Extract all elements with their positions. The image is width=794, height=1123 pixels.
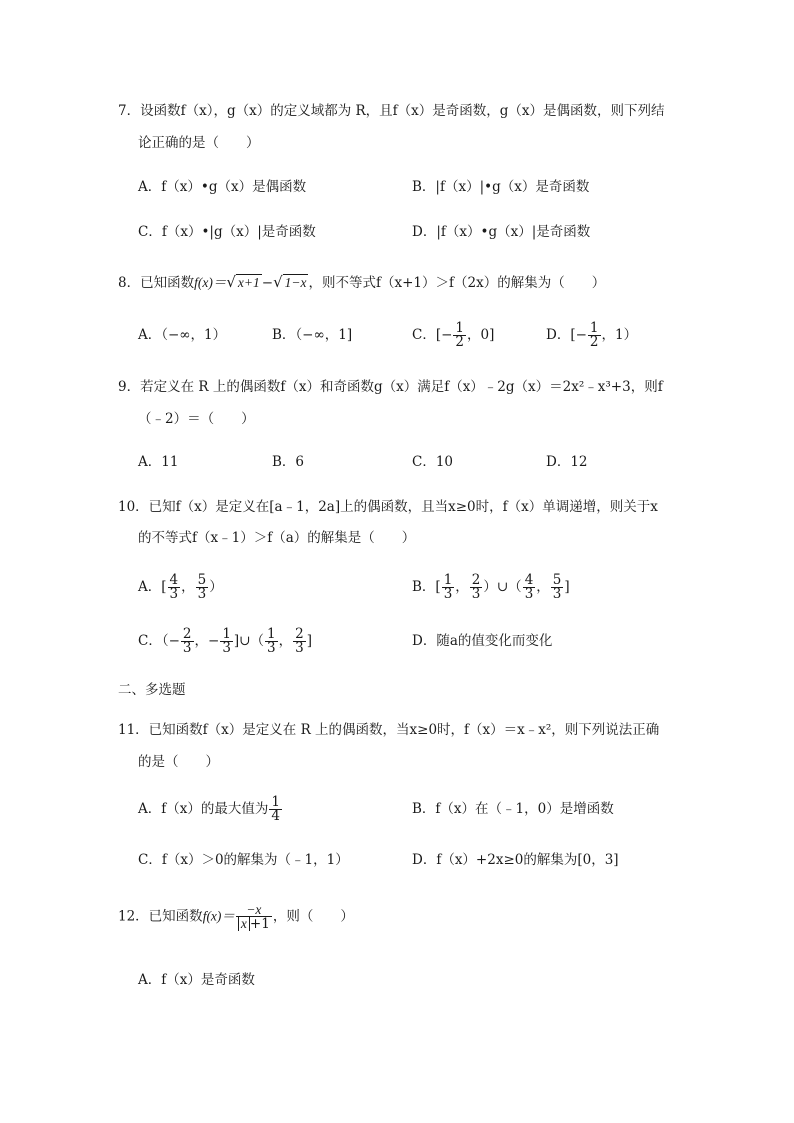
fraction: $\frac{2}{3}$ xyxy=(295,626,304,656)
fraction: $\frac{1}{2}$ xyxy=(455,320,465,350)
q8-option-d[interactable] xyxy=(546,322,637,349)
q9-option-b[interactable]: B．6 xyxy=(272,454,305,470)
q11-option-c[interactable]: C．f（x）＞0的解集为（﹣1，1） xyxy=(138,852,349,868)
q11-stem-line1: 11．已知函数f（x）是定义在 R 上的偶函数，当x≥0时，f（x）＝x﹣x²，则下列说法正确 xyxy=(118,722,660,738)
fraction: $\frac{1}{3}$ xyxy=(443,572,453,602)
q8-option-c[interactable] xyxy=(412,322,494,349)
q9-stem-line2: （﹣2）＝（ ） xyxy=(138,411,255,427)
q7-option-d[interactable]: D．|f（x）•g（x）|是奇函数 xyxy=(412,224,591,240)
sqrt-icon: √ xyxy=(273,273,283,291)
fraction: $\frac{4}{3}$ xyxy=(169,572,179,602)
q10-option-c[interactable]: C．（− $\frac{2}{3}$ ，− $\frac{1}{3}$ ]∪（ $\frac{1}{3}$ ， $\frac{2}{3}$ ] xyxy=(138,626,312,656)
q7-option-b[interactable]: B．|f（x）|•g（x）是奇函数 xyxy=(412,179,590,195)
fraction: $\frac{1}{3}$ xyxy=(267,626,276,656)
fraction: $\frac{1}{4}$ xyxy=(271,794,280,824)
q9-option-c[interactable]: C．10 xyxy=(412,454,454,470)
fraction: $\frac{2}{3}$ xyxy=(471,572,481,602)
q12-option-a[interactable]: A．f（x）是奇函数 xyxy=(138,972,255,988)
q7-stem-line2: 论正确的是（ ） xyxy=(138,135,260,151)
q8-radicand-1: x+1 xyxy=(237,275,260,290)
q8-option-a[interactable]: A．（−∞，1） xyxy=(138,327,227,343)
q10-stem-line2: 的不等式f（x﹣1）＞f（a）的解集是（ ） xyxy=(138,530,416,546)
q11-option-b[interactable]: B．f（x）在（﹣1，0）是增函数 xyxy=(412,801,614,817)
q8-suffix: ，则不等式f（x+1）＞f（2x）的解集为（ ） xyxy=(308,275,606,291)
fraction: $\frac{1}{3}$ xyxy=(222,626,231,656)
q12-stem: 12．已知函数f(x)＝ $\frac{-x}{x +1}$ ，则（ ） xyxy=(118,902,354,932)
fraction: $\frac{4}{3}$ xyxy=(524,572,534,602)
q9-option-a[interactable]: A．11 xyxy=(138,454,179,470)
q8-c-pre: C．[− xyxy=(412,327,453,343)
q7-option-a[interactable]: A．f（x）•g（x）是偶函数 xyxy=(138,179,307,195)
fraction: $\frac{5}{3}$ xyxy=(197,572,207,602)
q8-c-post: ，0] xyxy=(467,327,495,343)
sqrt-icon: √ xyxy=(226,273,236,291)
fraction: $\frac{-x}{x +1}$ xyxy=(236,903,272,931)
q7-option-c[interactable]: C．f（x）•|g（x）|是奇函数 xyxy=(138,224,316,240)
q10-stem-line1: 10．已知f（x）是定义在[a﹣1，2a]上的偶函数，且当x≥0时，f（x）单调递增，则关于x xyxy=(118,499,658,515)
q8-stem xyxy=(118,272,605,293)
q7-stem-line1: 7．设函数f（x），g（x）的定义域都为 R，且f（x）是奇函数，g（x）是偶函数，则下列结 xyxy=(118,103,665,119)
q8-prefix: 8．已知函数 xyxy=(118,275,195,291)
q10-option-b[interactable]: B．[ $\frac{1}{3}$ ， $\frac{2}{3}$ ）∪（ $\frac{4}{3}$ ， $\frac{5}{3}$ ] xyxy=(412,572,570,602)
fraction: $\frac{2}{3}$ xyxy=(182,626,192,656)
q8-radicand-2: 1−x xyxy=(284,275,307,290)
q8-option-b[interactable]: B．（−∞，1] xyxy=(272,327,353,343)
q11-option-a[interactable]: A．f（x）的最大值为 $\frac{1}{4}$ xyxy=(138,794,280,824)
q8-d-pre: D．[− xyxy=(546,327,587,343)
q8-minus: − xyxy=(261,275,274,291)
section-heading: 二、多选题 xyxy=(118,682,186,698)
fraction: $\frac{1}{2}$ xyxy=(589,320,599,350)
q9-option-d[interactable]: D．12 xyxy=(546,454,588,470)
q9-stem-line1: 9．若定义在 R 上的偶函数f（x）和奇函数g（x）满足f（x）﹣2g（x）＝2x²﹣x³+3，则f xyxy=(118,379,663,395)
q8-d-post: ，1） xyxy=(601,327,638,343)
q11-stem-line2: 的是（ ） xyxy=(138,754,219,770)
q8-fx: f(x)＝ xyxy=(194,275,227,290)
q10-option-a[interactable]: A．[ $\frac{4}{3}$ ， $\frac{5}{3}$ ） xyxy=(138,572,223,602)
fraction: $\frac{5}{3}$ xyxy=(552,572,562,602)
q11-option-d[interactable]: D．f（x）+2x≥0的解集为[0，3] xyxy=(412,852,619,868)
q10-option-d[interactable]: D．随a的值变化而变化 xyxy=(412,633,553,649)
